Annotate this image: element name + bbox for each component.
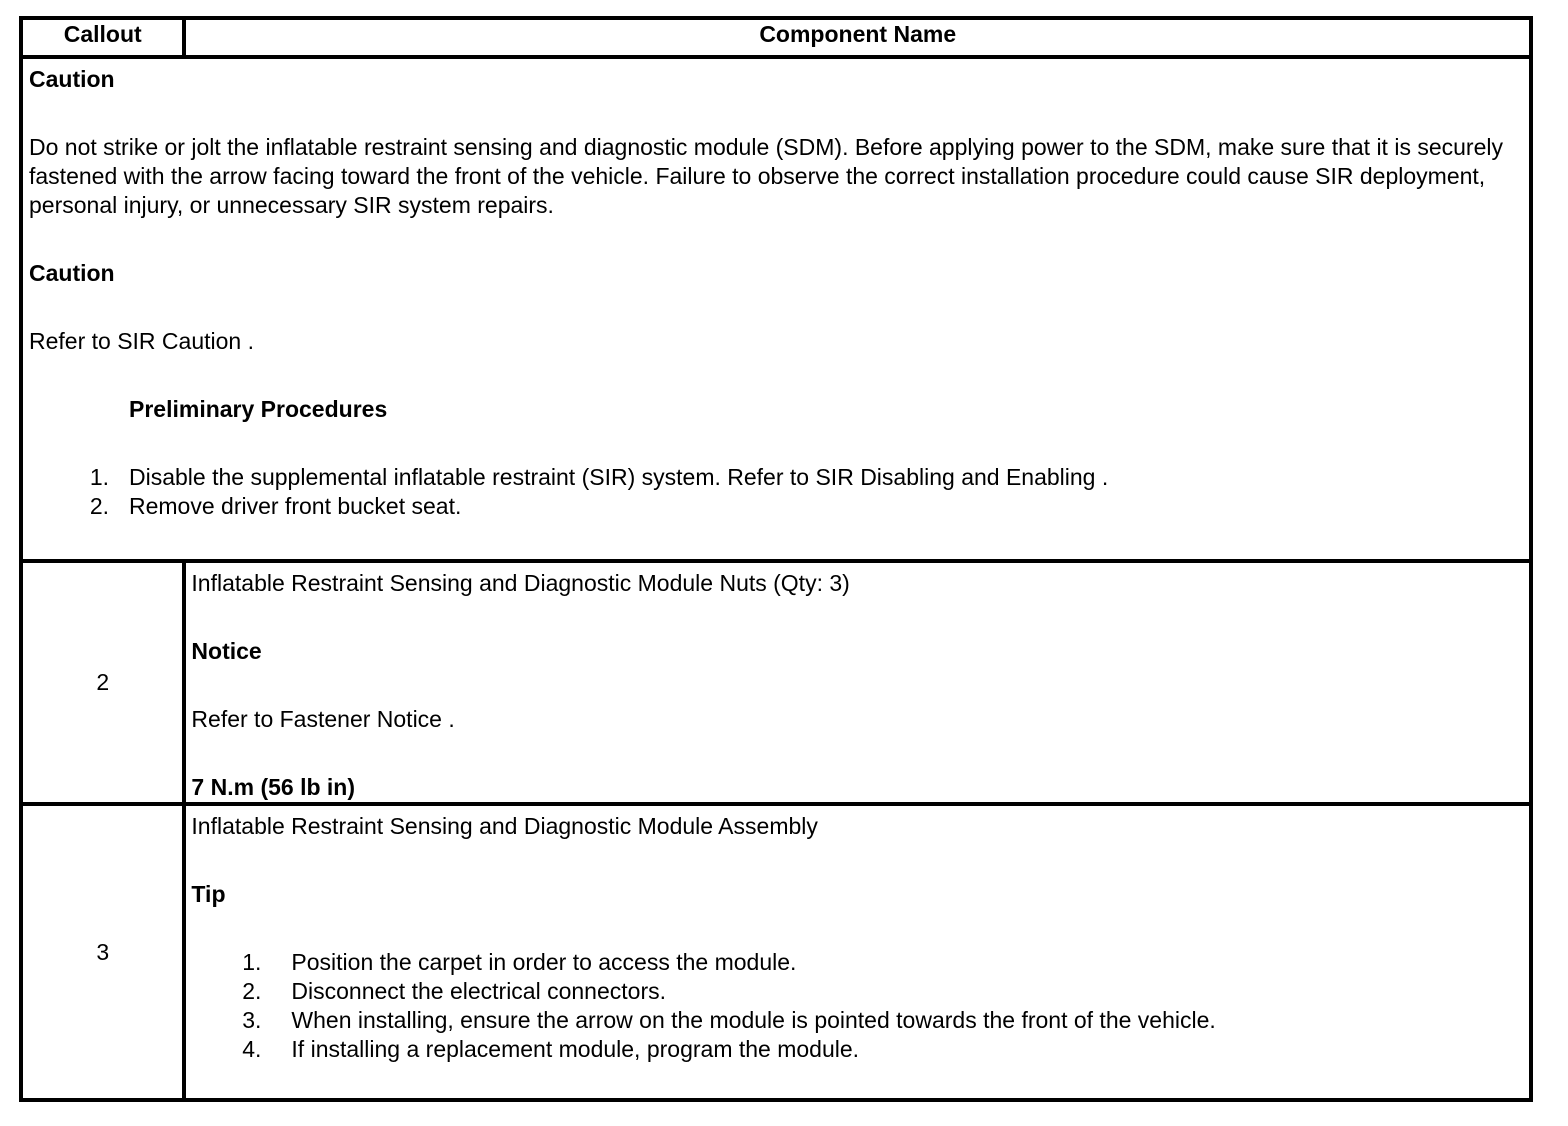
preliminary-steps-list [29, 463, 1523, 521]
caution-title: Caution [29, 260, 115, 286]
list-item [191, 977, 1523, 1006]
list-item [29, 463, 1523, 492]
preliminary-row [21, 57, 1531, 561]
list-item [191, 948, 1523, 977]
notice-text: Refer to Fastener Notice . [191, 706, 455, 732]
preliminary-cell [21, 57, 1531, 561]
list-item [191, 1006, 1523, 1035]
caution-title: Caution [29, 66, 115, 92]
step-number: 1. [89, 464, 109, 490]
notice-title: Notice [191, 638, 262, 664]
torque-spec: 7 N.m (56 lb in) [191, 774, 356, 800]
component-name-column-header: Component Name [184, 18, 1531, 57]
list-item [29, 492, 1523, 521]
step-text: Remove driver front bucket seat. [129, 493, 462, 519]
step-text: Position the carpet in order to access the module. [291, 949, 797, 975]
tip-steps-list [191, 948, 1523, 1064]
table-header-row [21, 18, 1531, 57]
callout-number: 3 [21, 804, 184, 1100]
step-number: 1. [242, 949, 262, 975]
caution-text: Refer to SIR Caution . [29, 328, 254, 354]
step-text: Disable the supplemental inflatable restraint (SIR) system. Refer to SIR Disabling and Enabling . [129, 464, 1109, 490]
component-cell [184, 561, 1531, 804]
step-number: 4. [242, 1036, 262, 1062]
tip-title: Tip [191, 881, 226, 907]
step-number: 2. [89, 493, 109, 519]
preliminary-procedures-title: Preliminary Procedures [129, 396, 388, 422]
list-item [191, 1035, 1523, 1064]
step-number: 3. [242, 1007, 262, 1033]
step-text: Disconnect the electrical connectors. [291, 978, 666, 1004]
component-cell [184, 804, 1531, 1100]
step-text: When installing, ensure the arrow on the module is pointed towards the front of the vehicle. [291, 1007, 1216, 1033]
component-table [19, 16, 1533, 1102]
step-text: If installing a replacement module, program the module. [291, 1036, 860, 1062]
table-row [21, 561, 1531, 804]
caution-text: Do not strike or jolt the inflatable restraint sensing and diagnostic module (SDM). Before applying power to the SDM, make sure that it is securely fastened with the arrow facing toward the front of the vehicle. Failure to observe the correct installation procedure could cause SIR deployment, personal injury, or unnecessary SIR system repairs. [29, 134, 1503, 218]
table-row [21, 804, 1531, 1100]
callout-number: 2 [21, 561, 184, 804]
document-page [19, 16, 1533, 1110]
callout-column-header: Callout [21, 18, 184, 57]
component-name: Inflatable Restraint Sensing and Diagnostic Module Nuts (Qty: 3) [191, 570, 850, 596]
step-number: 2. [242, 978, 262, 1004]
component-name: Inflatable Restraint Sensing and Diagnostic Module Assembly [191, 813, 818, 839]
